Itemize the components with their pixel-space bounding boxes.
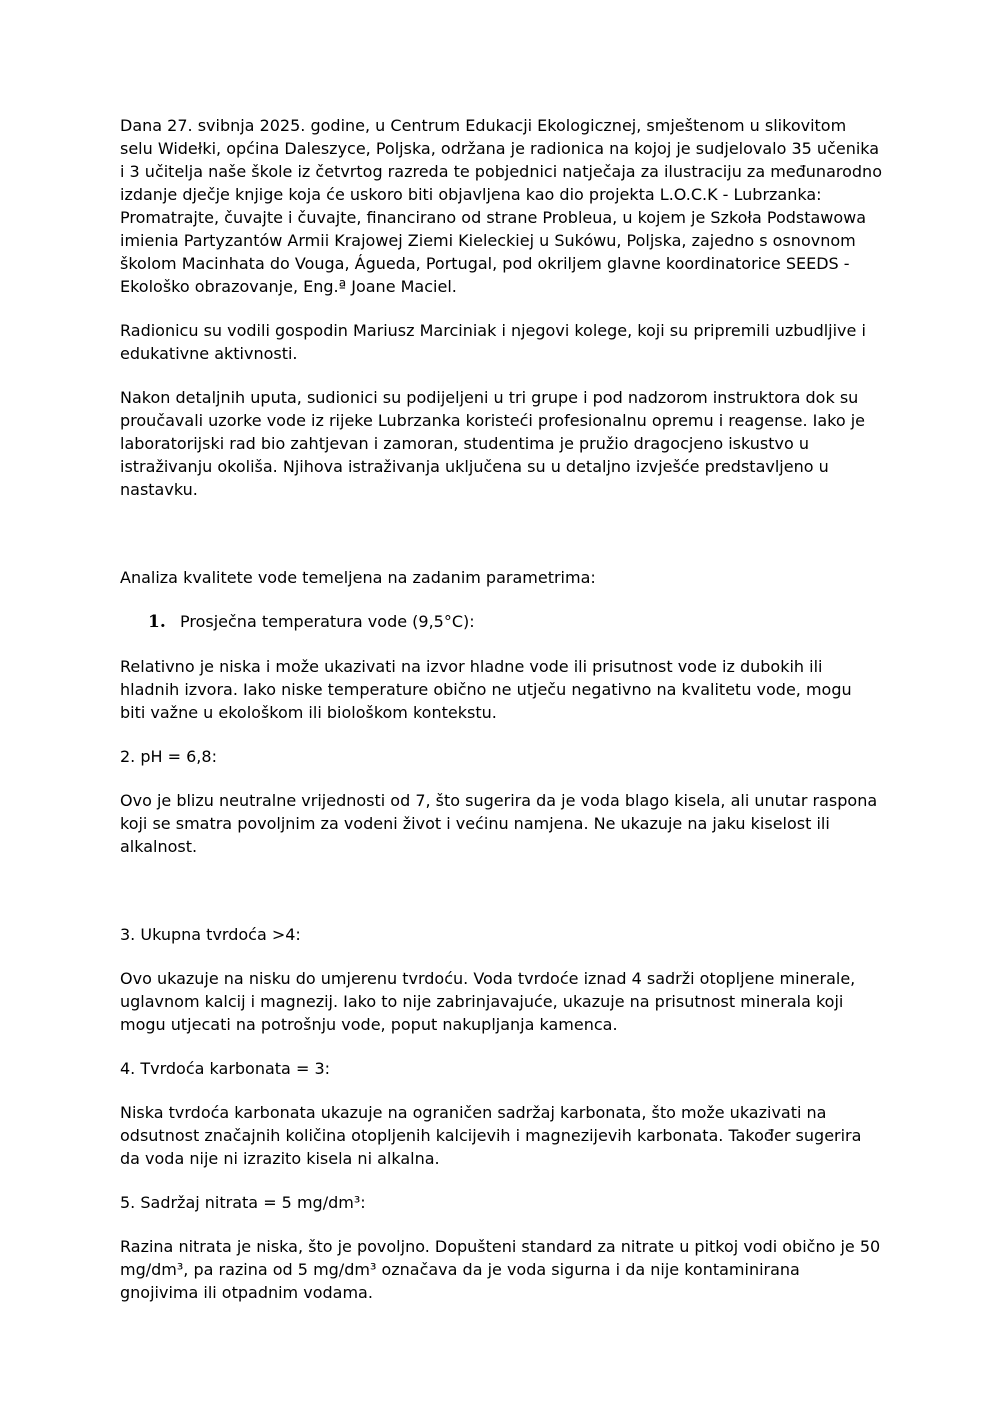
list-item-temperature — [120, 610, 882, 634]
paragraph-total-hardness-analysis: Ovo ukazuje na nisku do umjerenu tvrdoću. Voda tvrdoće iznad 4 sadrži otopljene minerale, uglavnom kalcij i magnezij. Iako to nije zabrinjavajuće, ukazuje na prisutnost minerala koji mogu utjecati na potrošnju vode, poput nakupljanja kamenca. — [120, 969, 861, 1034]
paragraph-carbonate-hardness-analysis: Niska tvrdoća karbonata ukazuje na ograničen sadržaj karbonata, što može ukazivati na odsutnost značajnih količina otopljenih kalcijevih i magnezijevih karbonata. Također sugerira da voda nije ni izrazito kisela ni alkalna. — [120, 1103, 867, 1168]
blank-line — [120, 879, 882, 902]
analysis-heading: Analiza kvalitete vode temeljena na zadanim parametrima: — [120, 568, 596, 587]
heading-ph: 2. pH = 6,8: — [120, 747, 217, 766]
paragraph-groups-research: Nakon detaljnih uputa, sudionici su podijeljeni u tri grupe i pod nadzorom instruktora dok su proučavali uzorke vode iz rijeke Lubrzanka koristeći profesionalnu opremu i reagense. Iako je laboratorijski rad bio zahtjevan i zamoran, studentima je pružio dragocjeno iskustvo u istraživanju okoliša. Njihova istraživanja uključena su u detaljno izvješće predstavljeno u nastavku. — [120, 388, 871, 499]
heading-total-hardness: 3. Ukupna tvrdoća >4: — [120, 925, 301, 944]
paragraph-temperature-analysis: Relativno je niska i može ukazivati na izvor hladne vode ili prisutnost vode iz dubokih ili hladnih izvora. Iako niske temperature obično ne utječu negativno na kvalitetu vode, mogu biti važne u ekološkom ili biološkom kontekstu. — [120, 657, 857, 722]
blank-line — [120, 522, 882, 545]
heading-nitrate-content: 5. Sadržaj nitrata = 5 mg/dm³: — [120, 1193, 366, 1212]
paragraph-workshop-leaders: Radionicu su vodili gospodin Mariusz Marciniak i njegovi kolege, koji su pripremili uzbudljive i edukativne aktivnosti. — [120, 321, 871, 363]
paragraph-intro: Dana 27. svibnja 2025. godine, u Centrum Edukacji Ekologicznej, smještenom u slikovitom selu Widełki, općina Daleszyce, Poljska, održana je radionica na kojoj je sudjelovalo 35 učenika i 3 učitelja naše škole iz četvrtog razreda te pobjednici natječaja za ilustraciju za međunarodno izdanje dječje knjige koja će uskoro biti objavljena kao dio projekta L.O.C.K - Lubrzanka: Promatrajte, čuvajte i čuvajte, financirano od strane Probleua, u kojem je Szkoła Podstawowa imienia Partyzantów Armii Krajowej Ziemi Kieleckiej u Sukówu, Poljska, zajedno s osnovnom školom Macinhata do Vouga, Águeda, Portugal, pod okriljem glavne koordinatorice SEEDS - Ekološko obrazovanje, Eng.ª Joane Maciel. — [120, 116, 888, 296]
paragraph-ph-analysis: Ovo je blizu neutralne vrijednosti od 7, što sugerira da je voda blago kisela, ali unutar raspona koji se smatra povoljnim za vodeni život i većinu namjena. Ne ukazuje na jaku kiselost ili alkalnost. — [120, 791, 883, 856]
list-number: 1. — [148, 612, 166, 632]
heading-carbonate-hardness: 4. Tvrdoća karbonata = 3: — [120, 1059, 331, 1078]
list-item-temperature-label: Prosječna temperatura vode (9,5°C): — [180, 612, 475, 631]
paragraph-nitrate-analysis: Razina nitrata je niska, što je povoljno. Dopušteni standard za nitrate u pitkoj vodi obično je 50 mg/dm³, pa razina od 5 mg/dm³ označava da je voda sigurna i da nije kontaminirana gnojivima ili otpadnim vodama. — [120, 1237, 886, 1302]
